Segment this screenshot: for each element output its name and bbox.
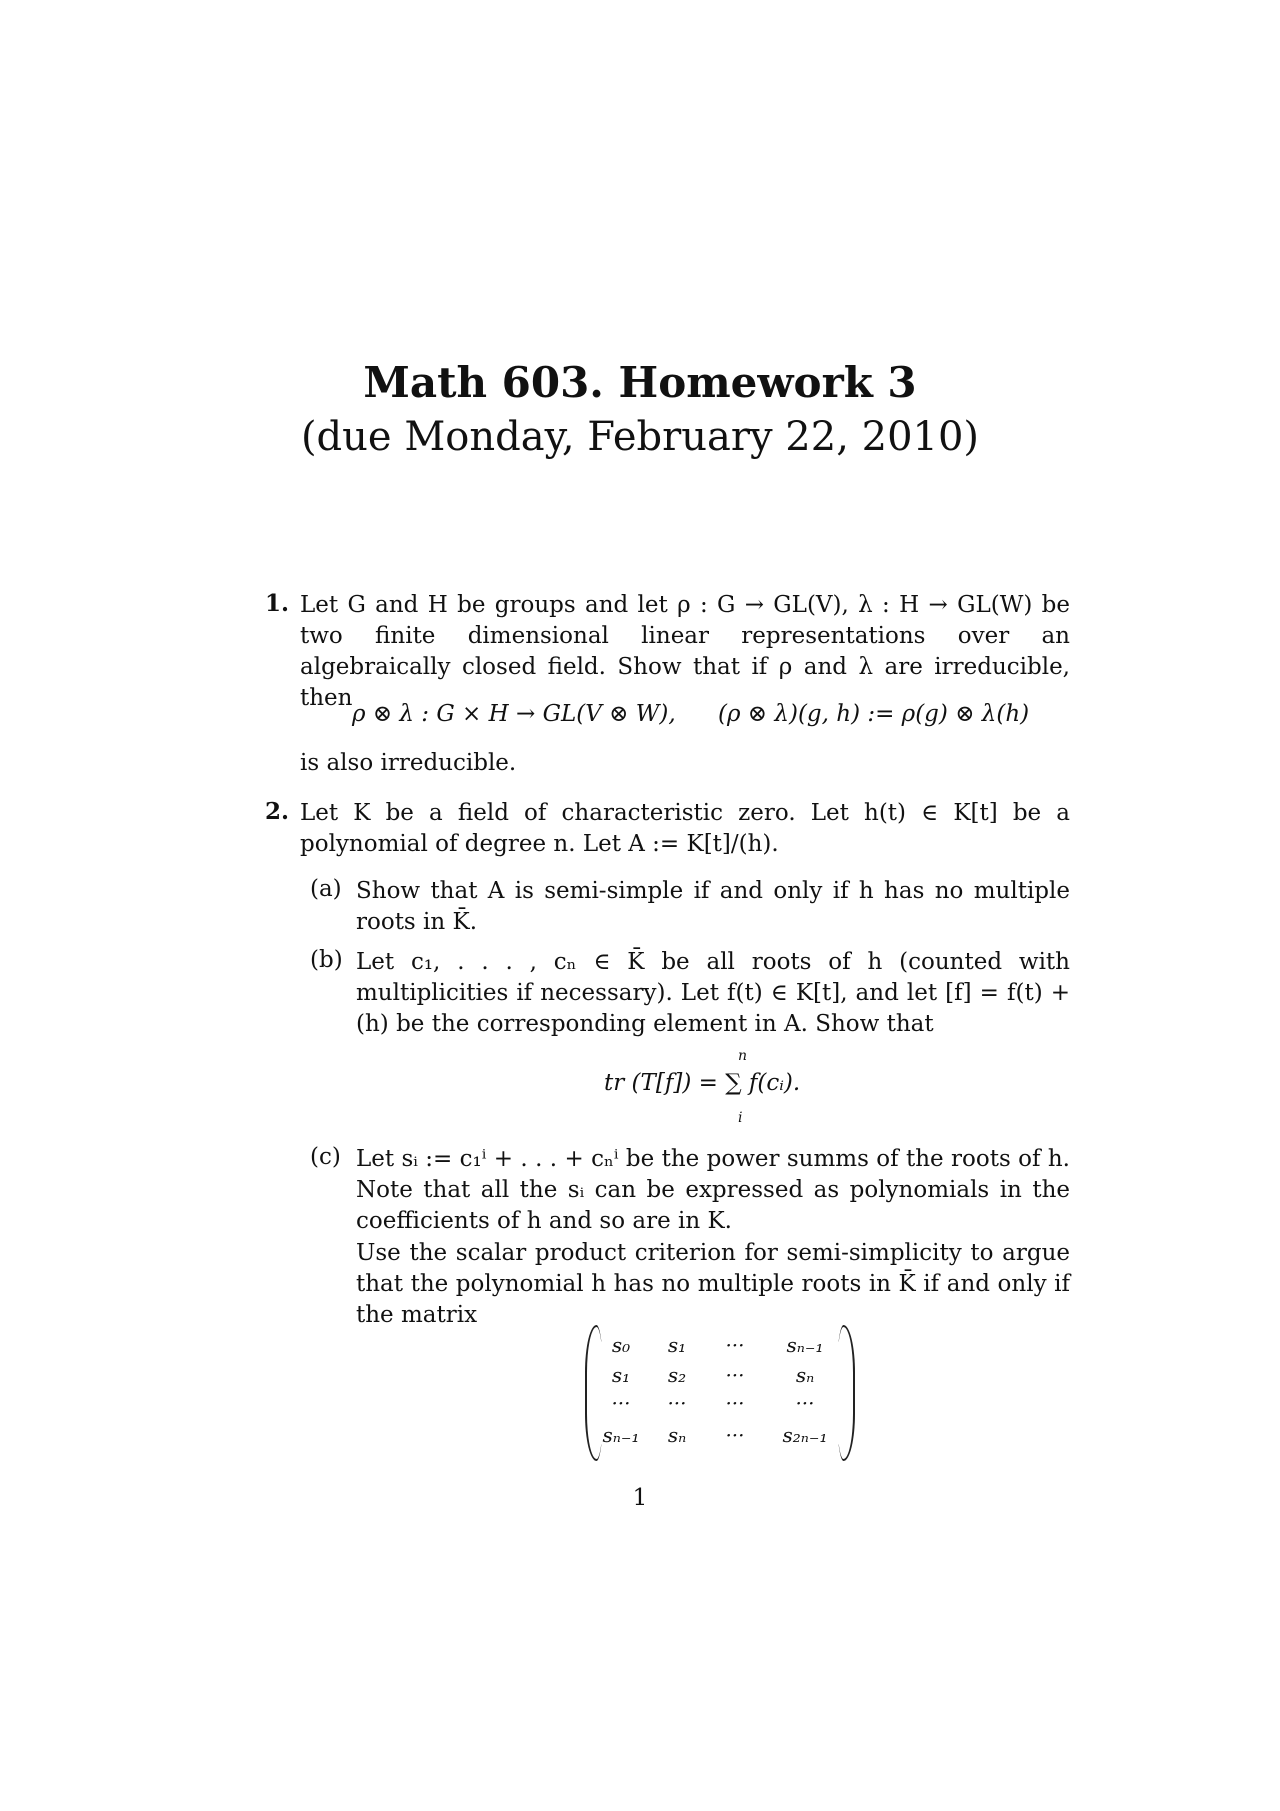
problem-1-number: 1. [265,590,290,617]
matrix-cell: s₂ [667,1363,687,1387]
part-a-text: Show that A is semi-simple if and only if h has no multiple roots in K̄. [356,878,1070,935]
matrix-cell: ··· [725,1391,745,1415]
part-c-text: Let sᵢ := c₁ⁱ + . . . + cₙⁱ be the power summs of the roots of h. Note that all the sᵢ can be expressed as polynomials in the coefficients of h and so are in K. [356,1146,1070,1234]
part-b-equation: tr (T[f]) = ∑ f(cᵢ). [604,1070,801,1096]
part-b-label: (b) [310,947,343,973]
matrix-cell: ··· [725,1423,745,1447]
matrix-cell: ··· [667,1391,687,1415]
matrix-cell: s₀ [611,1333,631,1357]
problem-2-number: 2. [265,798,290,825]
matrix-cell: ··· [725,1363,745,1387]
matrix-cell: sₙ₋₁ [602,1423,640,1447]
page-number: 1 [632,1485,648,1511]
matrix-cell: ··· [725,1333,745,1357]
problem-1-text: Let G and H be groups and let ρ : G → GL(V), λ : H → GL(W) be two finite dimensional linear representations over an algebraically closed field. Show that if ρ and λ are irreducible, then [300,592,1070,711]
matrix-cell: sₙ [795,1363,815,1387]
power-sum-matrix [585,1325,855,1457]
sum-lower-limit: i [738,1110,743,1126]
part-a-label: (a) [310,876,342,902]
document-subtitle: (due Monday, February 22, 2010) [300,414,980,460]
matrix-cell: ··· [611,1391,631,1415]
matrix-cell: s₁ [611,1363,631,1387]
part-b-text: Let c₁, . . . , cₙ ∈ K̄ be all roots of h (counted with multiplicities if necessary). Let f(t) ∈ K[t], and let [f] = f(t) + (h) be the corresponding element in A. Show that [356,949,1070,1037]
document-title: Math 603. Homework 3 [363,358,917,407]
part-c-text-2: Use the scalar product criterion for semi-simplicity to argue that the polynomial h has no multiple roots in K̄ if and only if the matrix [356,1240,1070,1328]
matrix-cell: ··· [795,1391,815,1415]
problem-2-text: Let K be a field of characteristic zero. Let h(t) ∈ K[t] be a polynomial of degree n. Let A := K[t]/(h). [300,800,1070,857]
problem-1-equation-right: (ρ ⊗ λ)(g, h) := ρ(g) ⊗ λ(h) [718,701,1030,727]
matrix-cell: sₙ₋₁ [786,1333,824,1357]
problem-1-conclusion: is also irreducible. [300,750,517,776]
part-c-label: (c) [310,1144,341,1170]
sum-upper-limit: n [738,1048,748,1064]
matrix-cell: s₂ₙ₋₁ [782,1423,828,1447]
matrix-cell: s₁ [667,1333,687,1357]
matrix-cell: sₙ [667,1423,687,1447]
problem-1-equation-left: ρ ⊗ λ : G × H → GL(V ⊗ W), [352,701,676,727]
